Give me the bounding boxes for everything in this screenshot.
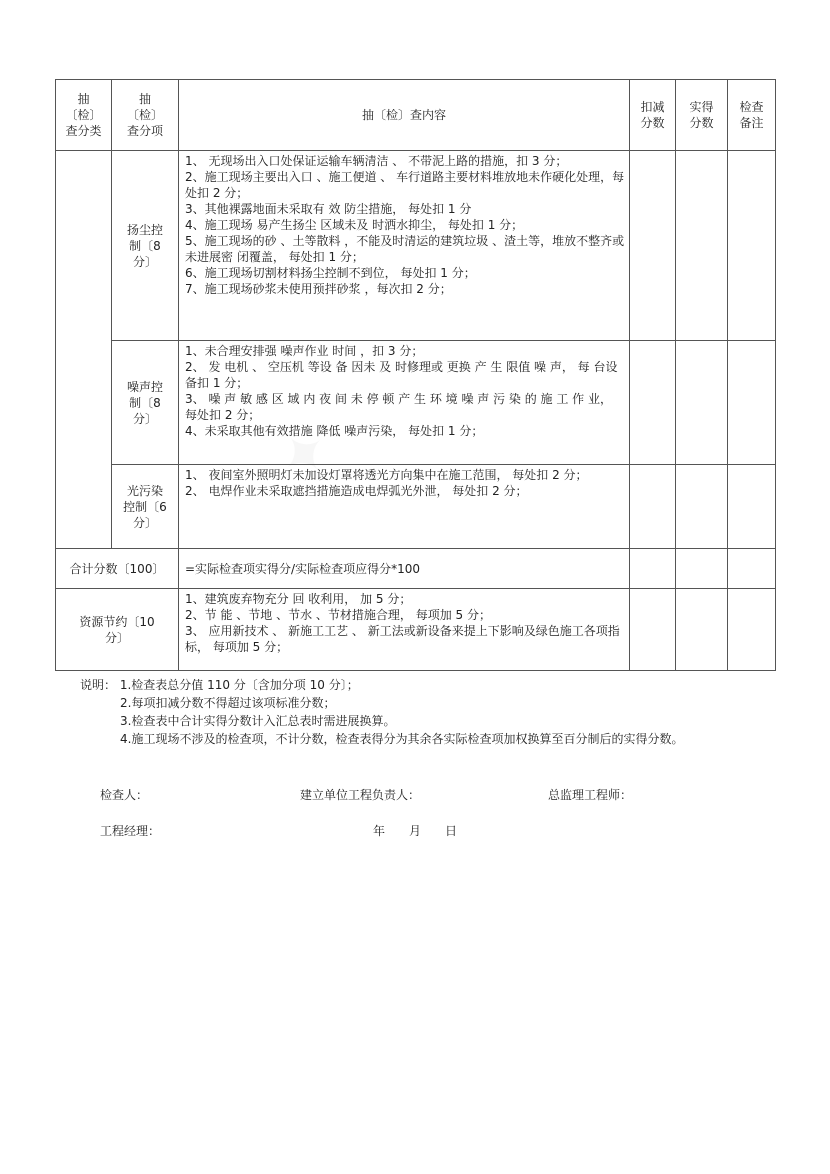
- list-item: 4、未采取其他有效措施 降低 噪声污染， 每处扣 1 分；: [185, 424, 484, 438]
- inspector-label: 检查人：: [100, 788, 149, 802]
- list-item: 1、 无现场出入口处保证运输车辆清洁 、 不带泥上路的措施，扣 3 分；: [185, 154, 568, 168]
- category-cell: [56, 151, 112, 549]
- content-dust: [179, 151, 630, 341]
- list-item: 1、建筑废弃物充分 回 收利用， 加 5 分；: [185, 592, 412, 606]
- note-1: 说明： 1.检查表总分值 110 分〔含加分项 10 分〕；: [80, 678, 359, 692]
- deduct-cell[interactable]: [630, 465, 676, 549]
- note-4: 4.施工现场不涉及的检查项，不计分数，检查表得分为其余各实际检查项加权换算至百分制后的实得分数。: [120, 732, 684, 746]
- remark-cell[interactable]: [728, 549, 776, 589]
- list-item: 1、未合理安排强 噪声作业 时间 ，扣 3 分；: [185, 344, 424, 358]
- deduct-cell[interactable]: [630, 151, 676, 341]
- actual-cell[interactable]: [676, 151, 728, 341]
- list-item: 2、节 能 、节地 、节水 、节材措施合理， 每项加 5 分；: [185, 608, 491, 622]
- header-content: 抽〔检〕查内容: [179, 80, 630, 151]
- note-2: 2.每项扣减分数不得超过该项标准分数；: [120, 696, 336, 710]
- inspection-table: [55, 79, 776, 671]
- list-item: 3、其他裸露地面未采取有 效 防尘措施， 每处扣 1 分: [185, 202, 472, 216]
- header-remark: 检查 备注: [728, 80, 776, 151]
- owner-label: 建立单位工程负责人：: [300, 788, 421, 802]
- actual-cell[interactable]: [676, 549, 728, 589]
- table-row: [56, 465, 776, 549]
- note-3: 3.检查表中合计实得分数计入汇总表时需进展换算。: [120, 714, 396, 728]
- deduct-cell[interactable]: [630, 589, 676, 671]
- total-label: 合计分数〔100〕: [56, 549, 179, 589]
- table-row: [56, 151, 776, 341]
- list-item: 4、施工现场 易产生扬尘 区域未及 时洒水抑尘， 每处扣 1 分；: [185, 218, 524, 232]
- remark-cell[interactable]: [728, 465, 776, 549]
- total-row: [56, 549, 776, 589]
- list-item: 7、施工现场砂浆未使用预拌砂浆 ，每次扣 2 分；: [185, 282, 452, 296]
- resource-label: 资源节约〔10 分〕: [56, 589, 179, 671]
- resource-row: [56, 589, 776, 671]
- content-light: [179, 465, 630, 549]
- header-category: 抽 〔检〕 查分类: [56, 80, 112, 151]
- list-item: 1、 夜间室外照明灯未加设灯罩将透光方向集中在施工范围， 每处扣 2 分；: [185, 468, 588, 482]
- item-dust: 扬尘控 制〔8 分〕: [112, 151, 179, 341]
- header-deduct: 扣减 分数: [630, 80, 676, 151]
- remark-cell[interactable]: [728, 589, 776, 671]
- supervisor-label: 总监理工程师：: [548, 788, 633, 802]
- list-item: 5、施工现场的砂 、土等散料 ，不能及时清运的建筑垃圾 、渣土等，堆放不整齐或未进展密 闭覆盖， 每处扣 1 分；: [185, 234, 625, 264]
- remark-cell[interactable]: [728, 341, 776, 465]
- list-item: 3、 噪 声 敏 感 区 域 内 夜 间 未 停 顿 产 生 环 境 噪 声 污 染 的 施 工 作 业， 每处扣 2 分；: [185, 392, 612, 422]
- actual-cell[interactable]: [676, 341, 728, 465]
- content-noise: [179, 341, 630, 465]
- remark-cell[interactable]: [728, 151, 776, 341]
- item-noise: 噪声控 制〔8 分〕: [112, 341, 179, 465]
- actual-cell[interactable]: [676, 465, 728, 549]
- content-resource: [179, 589, 630, 671]
- header-actual: 实得 分数: [676, 80, 728, 151]
- list-item: 6、施工现场切割材料扬尘控制不到位， 每处扣 1 分；: [185, 266, 476, 280]
- actual-cell[interactable]: [676, 589, 728, 671]
- deduct-cell[interactable]: [630, 549, 676, 589]
- header-item: 抽 〔检〕 查分项: [112, 80, 179, 151]
- manager-label: 工程经理：: [100, 824, 161, 838]
- item-light: 光污染 控制〔6 分〕: [112, 465, 179, 549]
- list-item: 2、施工现场主要出入口 、施工便道 、 车行道路主要材料堆放地未作硬化处理，每处扣 2 分；: [185, 170, 625, 200]
- table-row: [56, 341, 776, 465]
- list-item: 2、 电焊作业未采取遮挡措施造成电焊弧光外泄， 每处扣 2 分；: [185, 484, 528, 498]
- table-header-row: [56, 80, 776, 151]
- deduct-cell[interactable]: [630, 341, 676, 465]
- list-item: 2、 发 电机 、 空压机 等设 备 因未 及 时修理或 更换 产 生 限值 噪 声， 每 台设备扣 1 分；: [185, 360, 618, 390]
- list-item: 3、 应用新技术 、 新施工工艺 、 新工法或新设备来提上下影响及绿色施工各项指标， 每项加 5 分；: [185, 624, 620, 654]
- notes: [80, 676, 760, 748]
- date-label: 年 月 日: [373, 824, 458, 838]
- total-formula: =实际检查项实得分/实际检查项应得分*100: [179, 549, 630, 589]
